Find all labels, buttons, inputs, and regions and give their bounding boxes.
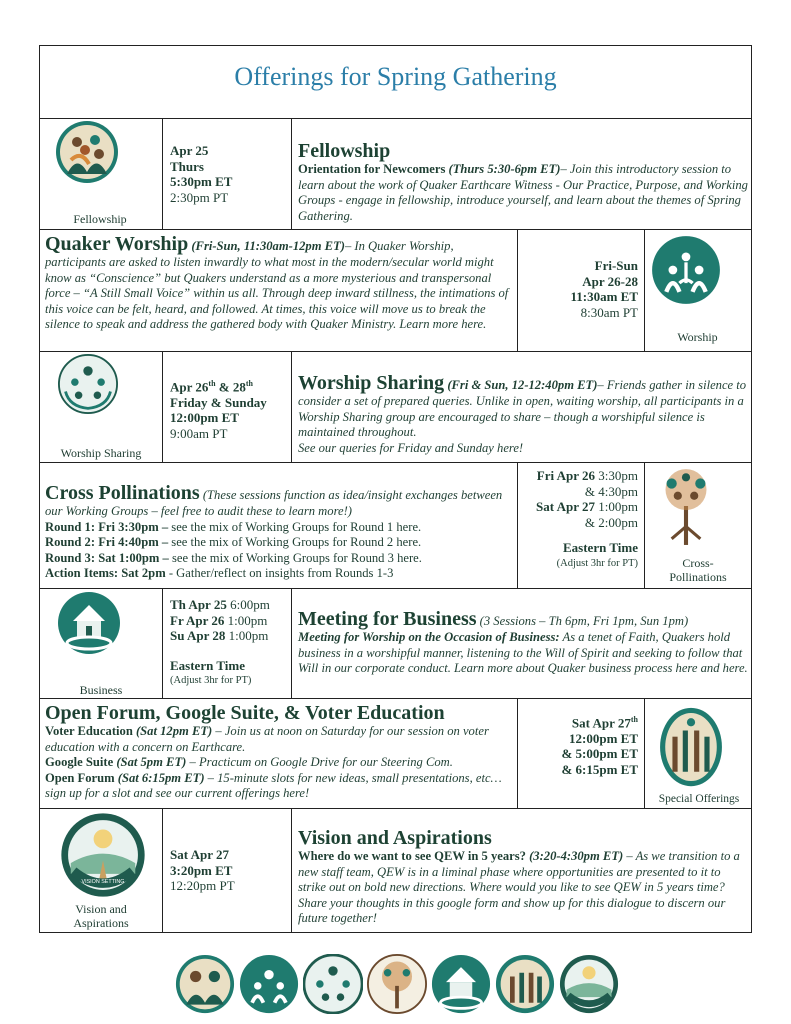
date-line: 12:20pm PT — [170, 878, 235, 893]
round-label: Action Items: Sat 2pm — [45, 566, 166, 580]
divider — [644, 462, 645, 588]
section-heading: Fellowship — [298, 140, 391, 162]
date-sup: th — [208, 379, 216, 388]
cross-pollination-icon — [367, 954, 427, 1014]
cross-pollination-times — [520, 468, 638, 571]
session-text: – As we transition to a new staff team, QEW is in a liminal phase where opportunities are presented to it to strike out on bold new directions. Where would you like to see QEW in 5 years time? Share your thoughts in this google form and show up for this dialogue to discern our future together! — [298, 849, 740, 925]
divider — [39, 229, 752, 230]
item-label: Open Forum — [45, 770, 115, 785]
session-time: (Thurs 5:30-6pm ET) — [448, 162, 561, 176]
cross-pollination-caption — [648, 556, 748, 584]
worship-date — [520, 258, 638, 320]
date-line: Apr 25 — [170, 143, 209, 158]
item-text: – Practicum on Google Drive for our Steering Com. — [186, 755, 453, 769]
date-line: Friday & Sunday — [170, 394, 267, 410]
session-time: (3:20-4:30pm ET) — [525, 849, 624, 863]
time-day: Fri Apr 26 — [536, 468, 596, 483]
time-zone: Eastern Time — [170, 657, 245, 673]
time-value: 3:30pm — [595, 468, 638, 483]
session-text: – Join this introductory session to learn about the work of Quaker Earthcare Witness - Our Practice, Purpose, and Working Groups - engage in fellowship, introduce yourself, and learn about the themes of Spring Gathering. — [298, 162, 748, 223]
date-line: Thurs — [170, 158, 204, 174]
session-text: – Friends gather in silence to consider a set of prepared queries. Unlike in open, waiting worship, all participants in a Worship Sharing group are encouraged to share – though a worshipful silence is maintained throughout. — [298, 378, 747, 439]
business-caption: Business — [79, 683, 123, 697]
forum-description — [45, 702, 515, 802]
divider — [162, 118, 163, 229]
round-text[interactable]: see the mix of Working Groups for Round 1 here. — [168, 519, 422, 534]
special-offerings-caption: Special Offerings — [658, 793, 740, 805]
divider — [644, 698, 645, 808]
divider — [517, 462, 518, 588]
caption-line: Pollinations — [669, 570, 727, 584]
divider — [517, 698, 518, 808]
time-day: Th Apr 25 — [170, 597, 227, 612]
time-day: Fr Apr 26 — [170, 612, 225, 628]
time-value: 1:00pm — [224, 612, 268, 628]
divider — [39, 808, 752, 809]
fellowship-caption: Fellowship — [73, 212, 127, 226]
round-label: Round 1: Fri 3:30pm – — [45, 519, 169, 534]
section-heading: Worship Sharing — [298, 372, 445, 394]
time-day: Sat Apr 27 — [536, 499, 596, 514]
section-heading: Open Forum, Google Suite, & Voter Education — [45, 702, 445, 724]
session-time: (Fri-Sun, 11:30am-12pm ET) — [191, 239, 345, 253]
cross-pollination-icon — [653, 465, 719, 547]
divider — [291, 808, 292, 933]
worship-sharing-icon — [58, 354, 118, 414]
time-value: & 2:00pm — [584, 514, 638, 530]
fellowship-date — [170, 143, 290, 205]
item-time: (Sat 5pm ET) — [113, 755, 187, 769]
worship-sharing-date — [170, 376, 292, 441]
forum-times — [520, 712, 638, 777]
session-note: (These sessions function as idea/insight exchanges between our Working Groups – feel free to audit these to learn more!) — [45, 488, 503, 518]
date-line: 11:30am ET — [570, 289, 638, 304]
session-title: Meeting for Worship on the Occasion of Business: — [298, 630, 560, 644]
date-line: Sat Apr 27 — [170, 847, 229, 862]
time-adjust-note: (Adjust 3hr for PT) — [170, 675, 252, 686]
divider — [517, 229, 518, 351]
time-value: & 6:15pm ET — [561, 761, 638, 777]
date-line: 12:00pm ET — [170, 410, 239, 426]
time-day: Su Apr 28 — [170, 628, 226, 643]
section-heading: Vision and Aspirations — [298, 827, 492, 849]
worship-icon — [651, 235, 721, 305]
session-title: Orientation for Newcomers — [298, 162, 446, 176]
item-time: (Sat 6:15pm ET) — [114, 770, 205, 785]
item-label: Google Suite — [45, 755, 114, 769]
vision-caption — [45, 902, 157, 930]
item-time: (Sat 12pm ET) — [132, 724, 213, 738]
round-text: - Gather/reflect on insights from Rounds 1-3 — [165, 566, 394, 580]
time-zone: Eastern Time — [563, 540, 638, 555]
footer-icon-strip — [175, 954, 620, 1016]
divider — [644, 229, 645, 351]
divider — [39, 588, 752, 589]
date-line: 3:20pm ET — [170, 862, 233, 878]
time-value: 1:00pm — [595, 499, 638, 514]
business-icon — [431, 954, 491, 1014]
section-heading: Quaker Worship — [45, 233, 189, 255]
round-label: Round 3: Sat 1:00pm – — [45, 550, 169, 565]
special-offerings-icon — [658, 705, 724, 789]
divider — [39, 698, 752, 699]
page-title: Offerings for Spring Gathering — [234, 62, 557, 91]
time-value: & 4:30pm — [584, 483, 638, 499]
divider — [39, 351, 752, 352]
session-text: As a tenet of Faith, Quakers hold business in a worshipful manner, listening to the Will of Spirit and seeking to follow that Will in our corporate conduct. Learn more about Quaker business process here and here. — [298, 630, 748, 675]
special-offerings-icon — [495, 954, 555, 1014]
worship-caption: Worship — [677, 330, 718, 344]
item-text: – 15-minute slots for new ideas, small presentations, etc… sign up for a slot and see our current offerings here! — [45, 770, 502, 800]
time-value: 12:00pm ET — [569, 730, 638, 746]
round-text[interactable]: see the mix of Working Groups for Round 3 here. — [168, 550, 422, 565]
business-times — [170, 597, 292, 689]
section-heading: Cross Pollinations — [45, 482, 200, 504]
date-line: Apr 26-28 — [582, 273, 638, 289]
item-label: Voter Education — [45, 724, 133, 738]
date-line: Fri-Sun — [594, 258, 638, 273]
item-text: – Join us at noon on Saturday for our session on voter education with a concern on Earthcare. — [45, 724, 489, 754]
caption-line: Cross- — [682, 556, 714, 570]
date-text: Sat Apr 27 — [571, 715, 631, 731]
fellowship-description — [298, 140, 748, 224]
divider — [39, 118, 752, 119]
session-time: (Fri & Sun, 12-12:40pm ET) — [447, 378, 598, 392]
date-line: 5:30pm ET — [170, 174, 233, 189]
divider — [39, 462, 752, 463]
session-time: (3 Sessions – Th 6pm, Fri 1pm, Sun 1pm) — [479, 614, 689, 628]
divider — [162, 351, 163, 462]
date-text: & 28 — [215, 379, 246, 395]
time-value: 1:00pm — [225, 628, 269, 643]
worship-icon — [239, 954, 299, 1014]
vision-date — [170, 847, 290, 894]
divider — [162, 808, 163, 933]
worship-sharing-caption: Worship Sharing — [60, 446, 142, 460]
session-title: Where do we want to see QEW in 5 years? — [298, 849, 526, 863]
time-value: & 5:00pm ET — [561, 746, 638, 762]
divider — [291, 118, 292, 229]
round-label: Round 2: Fri 4:40pm – — [45, 535, 169, 549]
vision-description — [298, 827, 748, 927]
date-line: 9:00am PT — [170, 425, 228, 441]
time-value: 6:00pm — [226, 597, 270, 612]
caption-line: Vision and — [75, 902, 127, 916]
caption-line: Aspirations — [73, 916, 129, 930]
session-text: – In Quaker Worship, participants are asked to listen inwardly to what most in the modern/secular world might know as “Conscience” but Quakers understand as a more mysterious and transpersonal force – “A Still Small Voice” within us all. Through deep inward stillness, the intimations of this voice can be felt, heard, and followed. At times, this voice will move us to break the silence to speak and address the gathered body with Quaker Ministry. Learn more here. — [45, 239, 509, 331]
worship-description — [45, 233, 513, 333]
vision-setting-icon — [559, 954, 619, 1014]
date-sup: th — [630, 715, 638, 724]
date-line: 2:30pm PT — [170, 189, 229, 205]
divider — [162, 588, 163, 698]
business-description — [298, 608, 748, 677]
time-adjust-note: (Adjust 3hr for PT) — [556, 557, 638, 569]
business-icon — [57, 591, 121, 655]
fellowship-icon — [175, 954, 235, 1014]
session-link-text[interactable]: See our queries for Friday and Sunday here! — [298, 440, 524, 455]
cross-pollination-description — [45, 482, 515, 582]
worship-sharing-description — [298, 372, 748, 456]
date-text: Apr 26 — [170, 379, 209, 395]
vision-setting-icon — [60, 812, 146, 898]
round-text[interactable]: see the mix of Working Groups for Round 2 here. — [168, 535, 422, 549]
worship-sharing-icon — [303, 954, 363, 1014]
date-line: 8:30am PT — [580, 304, 638, 320]
vision-badge-text: VISION SETTING — [81, 879, 125, 886]
date-sup: th — [245, 379, 253, 388]
section-heading: Meeting for Business — [298, 608, 477, 630]
fellowship-icon — [55, 120, 119, 184]
